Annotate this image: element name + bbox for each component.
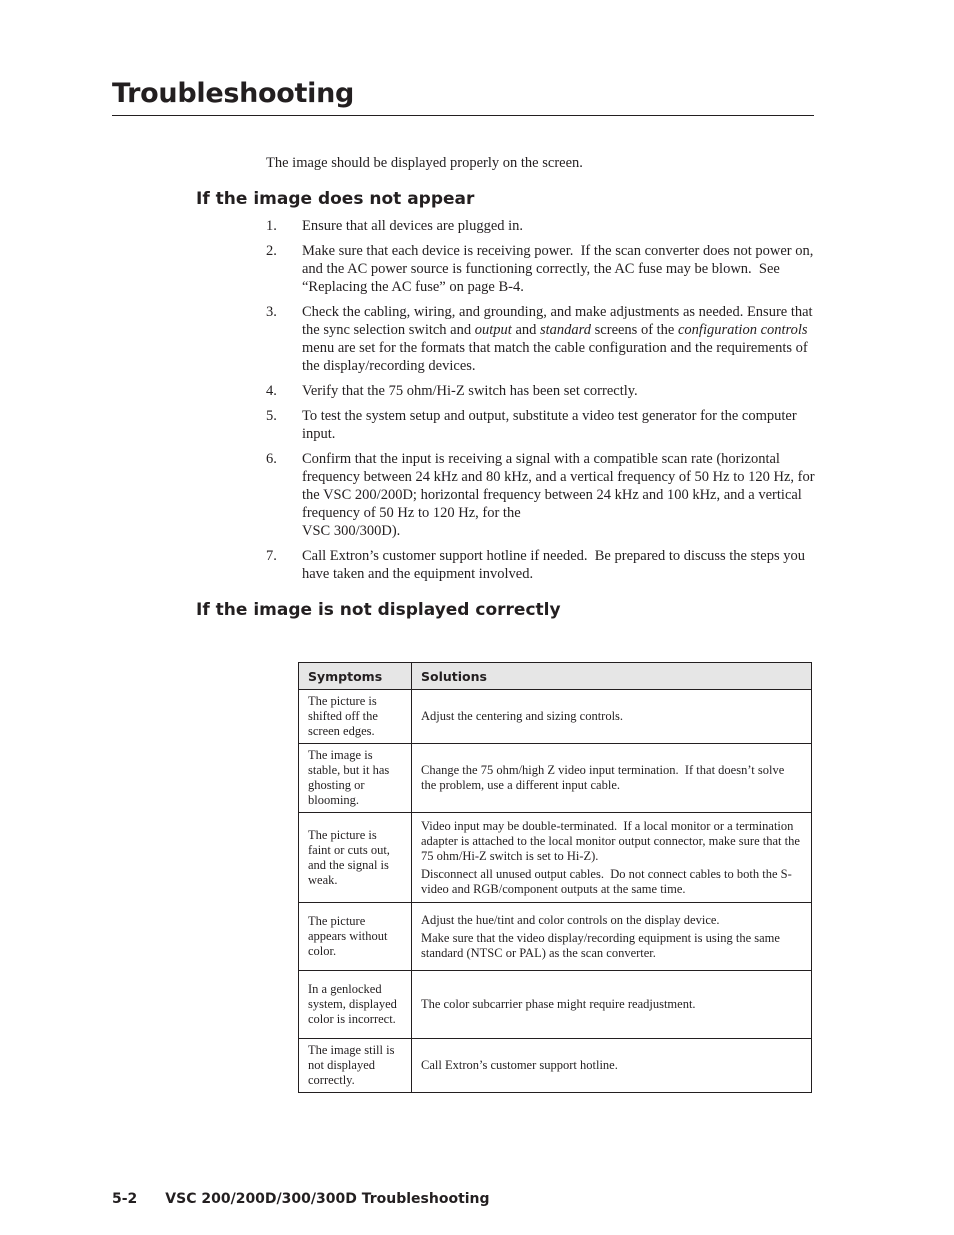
list-item	[266, 382, 818, 400]
header-solutions: Solutions	[412, 663, 812, 690]
step-number: 2.	[266, 243, 277, 259]
step-text: Verify that the 75 ohm/Hi-Z switch has been set correctly.	[302, 383, 638, 399]
table-row	[299, 813, 812, 903]
solution-text: Disconnect all unused output cables. Do not connect cables to both the S-video and RGB/component outputs at the same time.	[421, 866, 792, 896]
list-item	[266, 242, 818, 296]
step-text: To test the system setup and output, substitute a video test generator for the computer input.	[302, 408, 797, 442]
step-text: Confirm that the input is receiving a signal with a compatible scan rate (horizontal frequency between 24 kHz and 80 kHz, and a vertical frequency of 50 Hz to 120 Hz, for the VSC 200/200D; horizontal frequency between 24 kHz and 100 kHz, and a vertical frequency of 50 Hz to 120 Hz, for the VSC 300/300D).	[302, 451, 815, 539]
solution-cell	[412, 813, 812, 903]
step-number: 3.	[266, 304, 277, 320]
table-row	[299, 744, 812, 813]
title-rule	[112, 115, 814, 116]
list-item	[266, 407, 818, 443]
table-row	[299, 903, 812, 971]
symptom-cell: The picture appears without color.	[299, 903, 412, 971]
table-row	[299, 1039, 812, 1093]
solution-text: Video input may be double-terminated. If a local monitor or a termination adapter is attached to the local monitor output connector, make sure that the 75 ohm/Hi-Z switch is set to Hi-Z).	[421, 818, 800, 863]
solution-text: Adjust the hue/tint and color controls on the display device.	[421, 912, 720, 927]
section-heading-not-displayed-correctly: If the image is not displayed correctly	[196, 600, 561, 620]
symptom-cell: The image still is not displayed correctly.	[299, 1039, 412, 1093]
troubleshooting-steps-list	[266, 217, 818, 583]
section-heading-not-appear: If the image does not appear	[196, 189, 475, 209]
step-number: 7.	[266, 548, 277, 564]
symptoms-solutions-table	[298, 662, 812, 1093]
step-text: Make sure that each device is receiving power. If the scan converter does not power on, and the AC power source is functioning correctly, the AC fuse may be blown. See “Replacing the AC fuse” on page B-4.	[302, 243, 814, 295]
header-symptoms: Symptoms	[299, 663, 412, 690]
table-row	[299, 971, 812, 1039]
symptom-cell: In a genlocked system, displayed color is incorrect.	[299, 971, 412, 1039]
solution-cell	[412, 971, 812, 1039]
page-footer	[112, 1191, 490, 1207]
solution-cell	[412, 1039, 812, 1093]
step-number: 1.	[266, 218, 277, 234]
solution-text: The color subcarrier phase might require readjustment.	[421, 997, 696, 1011]
step-number: 4.	[266, 383, 277, 399]
list-item	[266, 303, 818, 375]
step-text: Ensure that all devices are plugged in.	[302, 218, 524, 234]
intro-paragraph: The image should be displayed properly on the screen.	[266, 155, 583, 171]
solution-text: Make sure that the video display/recording equipment is using the same standard (NTSC or PAL) as the scan converter.	[421, 930, 780, 960]
symptoms-solutions-table-wrap	[298, 662, 812, 1093]
step-number: 6.	[266, 451, 277, 467]
table-header-row	[299, 663, 812, 690]
symptom-cell: The image is stable, but it has ghosting or blooming.	[299, 744, 412, 813]
solution-text: Adjust the centering and sizing controls.	[421, 709, 624, 723]
solution-text: Call Extron’s customer support hotline.	[421, 1058, 618, 1072]
step-number: 5.	[266, 408, 277, 424]
solution-cell	[412, 744, 812, 813]
symptom-cell: The picture is shifted off the screen edges.	[299, 690, 412, 744]
footer-page-number: 5-2	[112, 1191, 138, 1207]
solution-cell	[412, 690, 812, 744]
page-title: Troubleshooting	[112, 78, 355, 109]
table-row	[299, 690, 812, 744]
solution-text: Change the 75 ohm/high Z video input termination. If that doesn’t solve the problem, use a different input cable.	[421, 763, 785, 792]
list-item	[266, 547, 818, 583]
list-item	[266, 217, 818, 235]
step-text: Check the cabling, wiring, and grounding, and make adjustments as needed. Ensure that the sync selection switch and output and standard screens of the configuration controls menu are set for the formats that match the cable configuration and the requirements of the display/recording devices.	[302, 304, 813, 374]
step-text: Call Extron’s customer support hotline if needed. Be prepared to discuss the steps you have taken and the equipment involved.	[302, 548, 805, 582]
footer-label: VSC 200/200D/300/300D Troubleshooting	[165, 1191, 490, 1207]
list-item	[266, 450, 818, 540]
solution-cell	[412, 903, 812, 971]
symptom-cell: The picture is faint or cuts out, and the signal is weak.	[299, 813, 412, 903]
